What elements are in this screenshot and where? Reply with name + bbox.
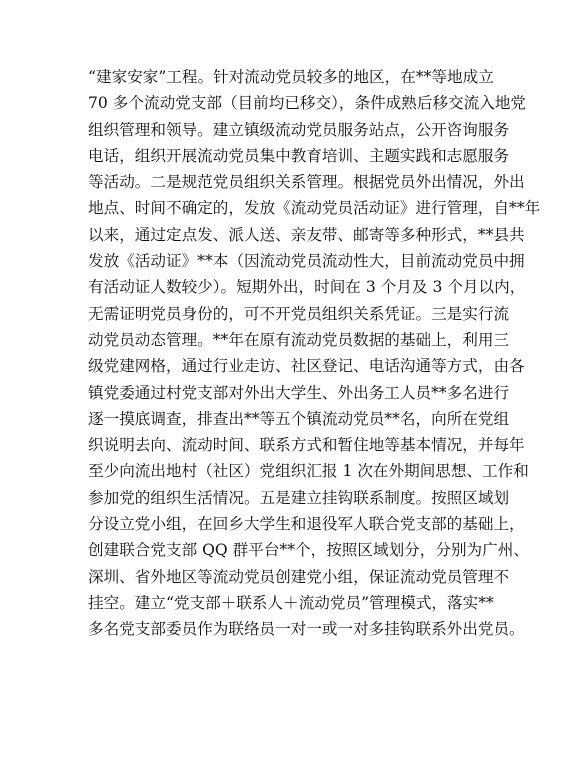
- text-line: 电话，组织开展流动党员集中教育培训、主题实践和志愿服务: [88, 146, 510, 165]
- text-line: 分设立党小组，在回乡大学生和退役军人联合党支部的基础上，: [88, 515, 525, 534]
- text-line: 发放《活动证》**本（因流动党员流动性大，目前流动党员中拥: [88, 252, 525, 271]
- text-line: 参加党的组织生活情况。五是建立挂钩联系制度。按照区域划: [88, 488, 510, 507]
- text-line: 70 多个流动党支部（目前均已移交），条件成熟后移交流入地党: [88, 94, 527, 113]
- text-line: 无需证明党员身份的，可不开党员组织关系凭证。三是实行流: [88, 304, 510, 323]
- text-line: 挂空。建立“党支部＋联系人＋流动党员”管理模式，落实**: [88, 593, 494, 612]
- text-line: 地点、时间不确定的，发放《流动党员活动证》进行管理，自**年: [88, 199, 541, 218]
- text-line: 等活动。二是规范党员组织关系管理。根据党员外出情况，外出: [88, 173, 525, 192]
- text-line: 至少向流出地村（社区）党组织汇报 1 次在外期间思想、工作和: [88, 462, 529, 481]
- text-line: 多名党支部委员作为联络员一对一或一对多挂钩联系外出党员。: [88, 620, 525, 639]
- body-text: [88, 64, 558, 643]
- text-line: 级党建网格，通过行业走访、社区登记、电话沟通等方式，由各: [88, 357, 525, 376]
- text-line: 组织管理和领导。建立镇级流动党员服务站点，公开咨询服务: [88, 120, 510, 139]
- text-line: 创建联合党支部 QQ 群平台**个，按照区域划分，分别为广州、: [88, 541, 529, 560]
- text-line: “建家安家”工程。针对流动党员较多的地区，在**等地成立: [88, 68, 494, 86]
- text-line: 镇党委通过村党支部对外出大学生、外出务工人员**多名进行: [88, 383, 510, 402]
- text-line: 以来，通过定点发、派人送、亲友带、邮寄等多种形式，**县共: [88, 225, 525, 244]
- text-line: 深圳、省外地区等流动党员创建党小组，保证流动党员管理不: [88, 567, 510, 586]
- text-line: 织说明去向、流动时间、联系方式和暂住地等基本情况，并每年: [88, 436, 525, 455]
- text-line: 动党员动态管理。**年在原有流动党员数据的基础上，利用三: [88, 330, 510, 349]
- text-line: 逐一摸底调查，排查出**等五个镇流动党员**名，向所在党组: [88, 409, 510, 428]
- text-line: 有活动证人数较少）。短期外出，时间在 3 个月及 3 个月以内，: [88, 278, 526, 297]
